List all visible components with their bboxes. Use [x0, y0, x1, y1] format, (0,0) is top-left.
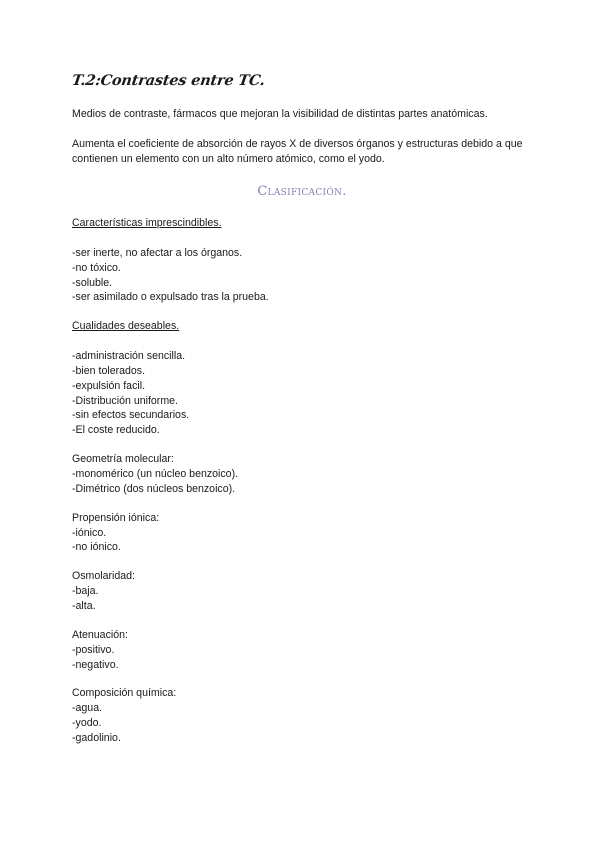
group-geometria: [72, 452, 532, 497]
item-list: [72, 701, 532, 745]
group-heading: Composición química:: [72, 687, 177, 700]
list-item: -bien tolerados.: [72, 364, 146, 377]
list-item: -sin efectos secundarios.: [72, 409, 190, 422]
item-list: [72, 467, 532, 497]
group-atenuacion: [72, 628, 532, 673]
group-heading: Geometría molecular:: [72, 452, 174, 465]
group-osmolaridad: [72, 569, 532, 614]
group-heading: Osmolaridad:: [72, 570, 135, 583]
document-page: [72, 72, 532, 760]
item-list: [72, 526, 532, 556]
list-item: -agua.: [72, 702, 103, 715]
group-heading: Propensión iónica:: [72, 511, 160, 524]
group-cualidades: [72, 319, 532, 438]
list-item: -iónico.: [72, 526, 107, 539]
list-item: -alta.: [72, 599, 96, 612]
list-item: -gadolinio.: [72, 731, 121, 744]
list-item: -Dimétrico (dos núcleos benzoico).: [72, 482, 236, 495]
list-item: -administración sencilla.: [72, 350, 186, 363]
list-item: -El coste reducido.: [72, 424, 160, 437]
list-item: -expulsión facil.: [72, 379, 146, 392]
list-item: -monomérico (un núcleo benzoico).: [72, 467, 239, 480]
list-item: -ser inerte, no afectar a los órganos.: [72, 247, 243, 259]
group-heading: Cualidades deseables.: [72, 320, 180, 333]
group-caracteristicas: [72, 216, 532, 305]
group-propension: [72, 511, 532, 556]
item-list: [72, 349, 532, 438]
list-item: -ser asimilado o expulsado tras la prueba.: [72, 291, 269, 304]
list-item: -baja.: [72, 585, 99, 598]
document-title: T.2:Contrastes entre TC.: [70, 72, 267, 89]
group-heading: Atenuación:: [72, 628, 128, 641]
group-heading: Características imprescindibles.: [72, 217, 222, 229]
list-item: -Distribución uniforme.: [72, 394, 178, 407]
list-item: -no iónico.: [72, 541, 121, 554]
item-list: [72, 643, 532, 673]
list-item: -no tóxico.: [72, 261, 121, 274]
list-item: -negativo.: [72, 658, 119, 671]
intro-paragraph-1: Medios de contraste, fármacos que mejoran la visibilidad de distintas partes anatómicas.: [72, 108, 488, 120]
group-composicion: [72, 686, 532, 745]
item-list: [72, 584, 532, 614]
section-heading-clasificacion: Clasificación.: [257, 184, 347, 199]
list-item: -soluble.: [72, 276, 113, 289]
intro-paragraph-2: Aumenta el coeficiente de absorción de rayos X de diversos órganos y estructuras debido a que contienen un elemento con un alto número atómico, como el yodo.: [72, 138, 523, 165]
item-list: [72, 246, 532, 305]
list-item: -yodo.: [72, 717, 102, 730]
list-item: -positivo.: [72, 643, 115, 656]
